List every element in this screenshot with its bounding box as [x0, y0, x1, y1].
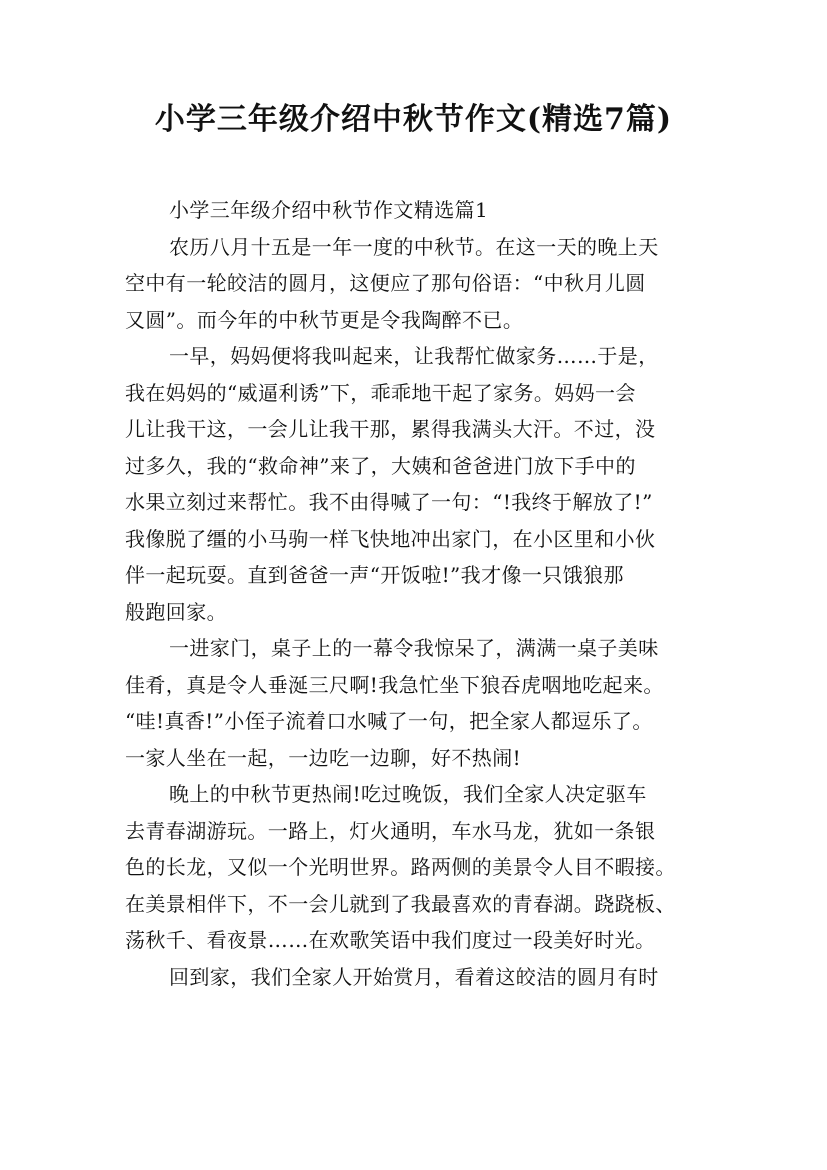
text-line: 回到家，我们全家人开始赏月，看着这皎洁的圆月有时 — [169, 964, 659, 989]
text-line: 色的长龙，又似一个光明世界。路两侧的美景令人目不暇接。 — [125, 855, 676, 879]
text-line: 我在妈妈的“威逼利诱”下，乖乖地干起了家务。妈妈一会 — [125, 380, 636, 405]
text-line: 佳肴，真是令人垂涎三尺啊!我急忙坐下狼吞虎咽地吃起来。 — [125, 672, 664, 697]
section-heading: 小学三年级介绍中秋节作文精选篇1 — [169, 198, 489, 222]
text-line: 我像脱了缰的小马驹一样飞快地冲出家门，在小区里和小伙 — [125, 526, 656, 551]
text-line: 农历八月十五是一年一度的中秋节。在这一天的晚上天 — [169, 234, 659, 259]
text-line: 在美景相伴下，不一会儿就到了我最喜欢的青春湖。跷跷板、 — [125, 891, 676, 916]
text-line: 伴一起玩耍。直到爸爸一声“开饭啦!”我才像一只饿狼那 — [125, 563, 624, 587]
text-line: 晚上的中秋节更热闹!吃过晚饭，我们全家人决定驱车 — [169, 782, 647, 806]
text-line: 荡秋千、看夜景……在欢歌笑语中我们度过一段美好时光。 — [125, 928, 656, 952]
text-line: 般跑回家。 — [125, 599, 227, 624]
text-line: 一家人坐在一起，一边吃一边聊，好不热闹! — [125, 745, 522, 770]
text-line: 一早，妈妈便将我叫起来，让我帮忙做家务……于是， — [169, 344, 659, 368]
text-line: 去青春湖游玩。一路上，灯火通明，车水马龙，犹如一条银 — [125, 818, 656, 843]
text-line: 过多久，我的“救命神”来了，大姨和爸爸进门放下手中的 — [125, 453, 636, 478]
text-line: 水果立刻过来帮忙。我不由得喊了一句：“!我终于解放了!” — [125, 490, 653, 514]
text-line: 一进家门，桌子上的一幕令我惊呆了，满满一桌子美味 — [169, 636, 659, 660]
text-line: 又圆”。而今年的中秋节更是令我陶醉不已。 — [125, 307, 524, 332]
document-title: 小学三年级介绍中秋节作文(精选7篇) — [154, 102, 673, 137]
text-line: 儿让我干这，一会儿让我干那，累得我满头大汗。不过，没 — [125, 417, 656, 441]
document-body — [125, 192, 725, 995]
text-line: “哇!真香!”小侄子流着口水喊了一句，把全家人都逗乐了。 — [125, 709, 653, 733]
text-line: 空中有一轮皎洁的圆月，这便应了那句俗语：“中秋月儿圆 — [125, 271, 646, 295]
